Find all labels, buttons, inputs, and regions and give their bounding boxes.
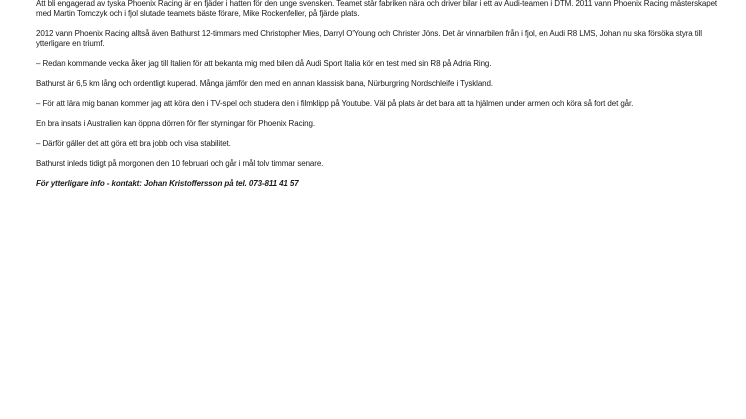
paragraph-italy-test: – Redan kommande vecka åker jag till Italien för att bekanta mig med bilen då Audi Sport Italia kör en test med sin R8 på Adria Ring. (36, 59, 492, 68)
paragraph-bathurst-track: Bathurst är 6,5 km lång och ordentligt kuperad. Många jämför den med en annan klassisk bana, Nürburgring Nordschleife i Tyskland. (36, 79, 493, 88)
article-body (36, 0, 726, 189)
paragraph-stability: – Därför gäller det att göra ett bra jobb och visa stabilitet. (36, 139, 231, 148)
contact-info: För ytterligare info - kontakt: Johan Kristoffersson på tel. 073-811 41 57 (36, 179, 299, 188)
paragraph-race-start: Bathurst inleds tidigt på morgonen den 10 februari och går i mål tolv timmar senare. (36, 159, 324, 168)
paragraph-learn-track: – För att lära mig banan kommer jag att köra den i TV-spel och studera den i filmklipp på Youtube. Väl på plats är det bara att ta hjälmen under armen och köra så fort det går. (36, 99, 634, 108)
paragraph-phoenix-racing: Att bli engagerad av tyska Phoenix Racing är en fjäder i hatten för den unge svensken. Teamet står fabriken nära och driver bilar i ett av Audi-teamen i DTM. 2011 vann Phoenix Racing mästerskapet med Martin Tomczyk och i fjol slutade teamets bäste förare, Mike Rockenfeller, på fjärde plats. (36, 0, 718, 18)
paragraph-australia: En bra insats i Australien kan öppna dörren för fler styrningar för Phoenix Racing. (36, 119, 315, 128)
paragraph-bathurst-2012: 2012 vann Phoenix Racing alltså även Bathurst 12-timmars med Christopher Mies, Darryl O'Young och Christer Jöns. Det är vinnarbilen från i fjol, en Audi R8 LMS, Johan nu ska försöka styra till ytterligare en triumf. (36, 29, 702, 48)
